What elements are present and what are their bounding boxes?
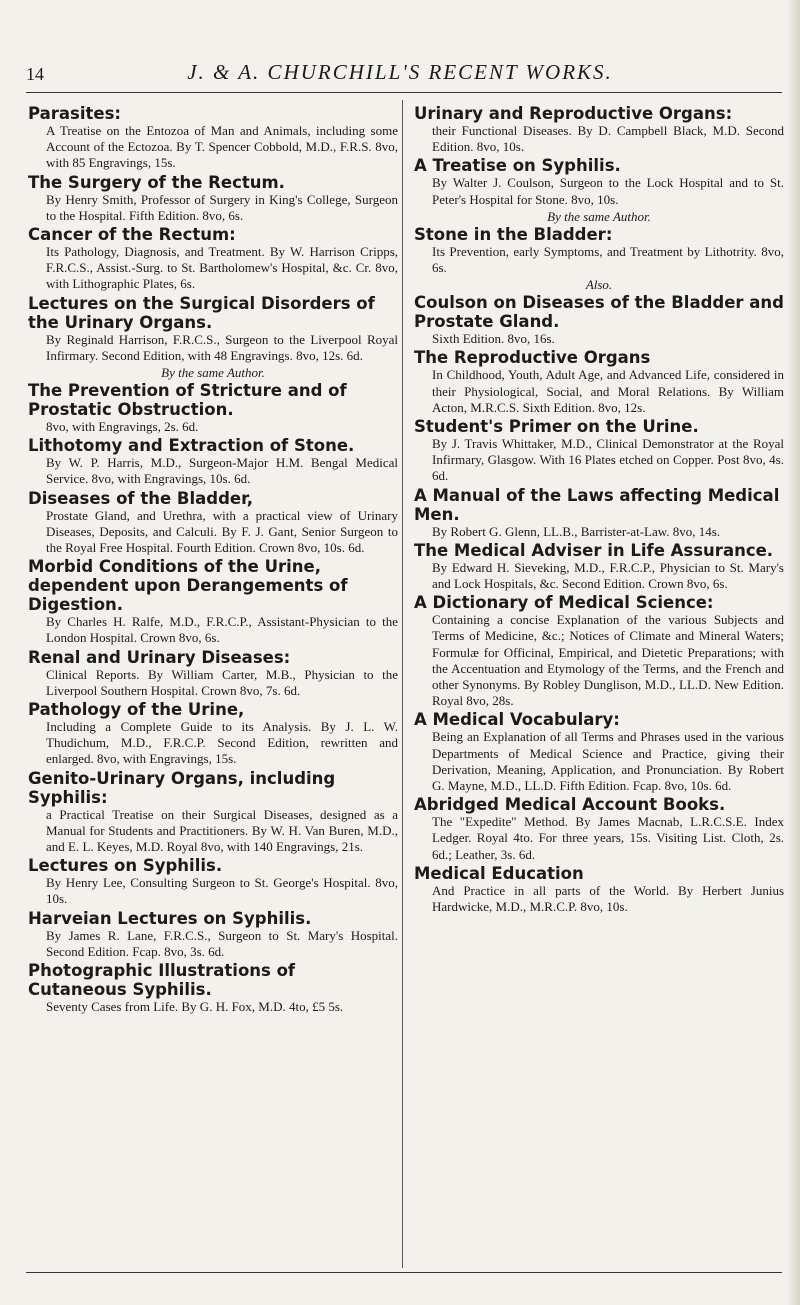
book-title: Genito-Urinary Organs, including Syphilis: [28,768,336,807]
book-title: Lectures on the Surgical Disorders of the Urinary Organs. [28,293,375,332]
book-entry [28,648,398,699]
book-description: By W. P. Harris, M.D., Surgeon-Major H.M. Bengal Medical Service. 8vo, with Engravings, 10s. 6d. [46,455,398,487]
book-title: Parasites: [28,104,122,123]
book-entry [414,864,784,915]
book-title: The Medical Adviser in Life Assurance. [414,540,774,560]
page-edge-shadow [786,0,800,1305]
author-note: By the same Author. [161,365,265,381]
book-title: Student's Primer on the Urine. [414,417,699,437]
book-entry [414,104,784,155]
book-title: Harveian Lectures on Syphilis. [28,908,312,928]
book-title: Photographic Illustrations of Cutaneous Syphilis. [28,961,296,1000]
book-title: Diseases of the Bladder, [28,488,254,508]
book-description: Clinical Reports. By William Carter, M.B., Physician to the Liverpool Southern Hospital. Crown 8vo, 7s. 6d. [46,666,398,698]
book-description: Its Pathology, Diagnosis, and Treatment. By W. Harrison Cripps, F.R.C.S., Assist.-Surg. to St. Bartholomew's Hospital, &c. Cr. 8vo, with Lithographic Plates, 6s. [46,244,398,292]
book-description: Its Prevention, early Symptoms, and Treatment by Lithotrity. 8vo, 6s. [432,243,784,276]
left-column [28,104,398,1016]
book-description: Prostate Gland, and Urethra, with a practical view of Urinary Diseases, Deposits, and Calculi. By F. J. Gant, Senior Surgeon to the Royal Free Hospital. Fourth Edition. Crown 8vo, 10s. 6d. [46,507,398,556]
book-title: A Manual of the Laws affecting Medical Men. [414,485,780,524]
book-entry [414,795,784,863]
book-title: The Surgery of the Rectum. [28,172,285,192]
book-title: Pathology of the Urine, [28,700,245,720]
book-title: Renal and Urinary Diseases: [28,647,291,667]
book-entry [28,909,398,960]
column-divider [402,100,403,1268]
book-entry [28,769,398,856]
book-entry [28,856,398,907]
book-description: The "Expedite" Method. By James Macnab, L.R.C.S.E. Index Ledger. Royal 4to. For three years, 15s. Visiting List. Cloth, 2s. 6d.; Leather, 3s. 6d. [432,814,784,862]
running-title: J. & A. CHURCHILL'S RECENT WORKS. [187,60,613,84]
right-column [414,104,784,916]
author-note: By the same Author. [547,208,651,224]
book-entry [414,593,784,709]
book-entry [28,381,398,435]
book-title: Coulson on Diseases of the Bladder and Prostate Gland. [414,293,784,332]
book-title: A Dictionary of Medical Science: [414,593,714,613]
book-description: By Walter J. Coulson, Surgeon to the Lock Hospital and to St. Peter's Hospital for Stone. 8vo, 10s. [432,175,784,207]
book-entry [414,541,784,592]
book-title: The Reproductive Organs [414,348,651,368]
book-description: A Treatise on the Entozoa of Man and Animals, including some Account of the Ectozoa. By T. Spencer Cobbold, M.D., F.R.S. 8vo, with 85 Engravings, 15s. [46,123,398,171]
book-title: A Medical Vocabulary: [414,710,620,730]
book-title: Abridged Medical Account Books. [414,795,726,815]
book-entry [28,294,398,364]
book-title: Morbid Conditions of the Urine, dependent upon Derangements of Digestion. [28,557,348,615]
book-description: By J. Travis Whittaker, M.D., Clinical Demonstrator at the Royal Infirmary, Glasgow. With 16 Plates etched on Copper. Post 8vo, 4s. 6d. [432,436,784,484]
book-title: Stone in the Bladder: [414,224,613,244]
book-title: Medical Education [414,863,584,883]
book-description: By James R. Lane, F.R.C.S., Surgeon to St. Mary's Hospital. Second Edition. Fcap. 8vo, 3s. 6d. [46,927,398,959]
book-entry [28,489,398,557]
bottom-rule [26,1272,782,1273]
book-title: A Treatise on Syphilis. [414,156,621,176]
book-entry [28,436,398,487]
book-entry [414,156,784,207]
book-description: Including a Complete Guide to its Analysis. By J. L. W. Thudichum, M.D., F.R.C.P. Second Edition, rewritten and enlarged. 8vo, with Engravings, 15s. [46,719,398,767]
book-entry [414,486,784,540]
book-description: By Reginald Harrison, F.R.C.S., Surgeon to the Liverpool Royal Infirmary. Second Edition, with 48 Engravings. 8vo, 12s. 6d. [46,331,398,363]
book-description: By Charles H. Ralfe, M.D., F.R.C.P., Assistant-Physician to the London Hospital. Crown 8vo, 6s. [46,614,398,646]
book-entry [414,293,784,347]
book-entry [28,557,398,646]
book-entry [28,173,398,224]
book-entry [414,225,784,276]
book-entry [28,961,398,1015]
book-title: The Prevention of Stricture and of Prostatic Obstruction. [28,381,347,420]
book-entry [28,700,398,768]
book-description: Containing a concise Explanation of the various Subjects and Terms of Medicine, &c.; Notices of Climate and Mineral Waters; Formulæ for Officinal, Empirical, and Dietetic Preparations; with the Accentuation and Etymology of the Terms, and the French and other Synonyms. By Robley Dunglison, M.D., LL.D. New Edition. Royal 8vo, 28s. [432,612,784,709]
book-description: By Edward H. Sieveking, M.D., F.R.C.P., Physician to St. Mary's and Lock Hospitals, &c. Second Edition. Crown 8vo, 6s. [432,559,784,592]
page-number: 14 [26,64,44,84]
book-entry [28,225,398,293]
book-description: And Practice in all parts of the World. By Herbert Junius Hardwicke, M.D., M.R.C.P. 8vo, 10s. [432,882,784,915]
author-note: Also. [585,277,613,293]
book-title: Cancer of the Rectum: [28,225,236,245]
book-title: Lithotomy and Extraction of Stone. [28,436,355,456]
book-title: Lectures on Syphilis. [28,856,223,876]
book-description: 8vo, with Engravings, 2s. 6d. [46,419,199,435]
book-description: Seventy Cases from Life. By G. H. Fox, M.D. 4to, £5 5s. [46,999,344,1015]
book-entry [414,348,784,416]
book-description: By Henry Smith, Professor of Surgery in King's College, Surgeon to the Hospital. Fifth Edition. 8vo, 6s. [46,191,398,223]
book-entry [414,417,784,485]
book-description: In Childhood, Youth, Adult Age, and Advanced Life, considered in their Physiological, Social, and Moral Relations. By William Acton, M.R.C.S. Sixth Edition. 8vo, 12s. [432,367,784,415]
book-description: Being an Explanation of all Terms and Phrases used in the various Departments of Medical Science and Practice, giving their Derivation, Meaning, Application, and Pronunciation. By Robert G. Mayne, M.D., LL.D. Fifth Edition. Fcap. 8vo, 10s. 6d. [432,729,784,794]
top-rule [26,92,782,93]
book-description: their Functional Diseases. By D. Campbell Black, M.D. Second Edition. 8vo, 10s. [432,123,784,155]
book-entry [414,710,784,794]
book-description: Sixth Edition. 8vo, 16s. [432,331,555,347]
book-title: Urinary and Reproductive Organs: [414,104,733,123]
book-description: a Practical Treatise on their Surgical Diseases, designed as a Manual for Students and Practitioners. By W. H. Van Buren, M.D., and E. L. Keyes, M.D. Royal 8vo, with 140 Engravings, 21s. [46,806,398,855]
book-entry [28,104,398,172]
book-description: By Henry Lee, Consulting Surgeon to St. George's Hospital. 8vo, 10s. [46,875,398,907]
book-description: By Robert G. Glenn, LL.B., Barrister-at-Law. 8vo, 14s. [432,523,721,539]
